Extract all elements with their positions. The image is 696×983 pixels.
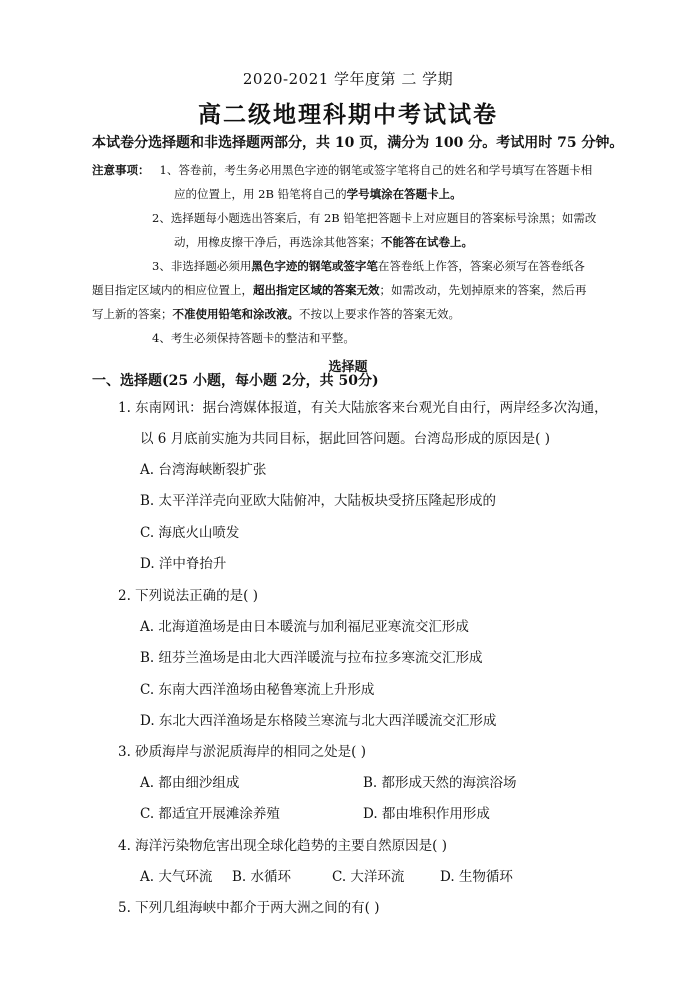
question-2-stem: 2. 下列说法正确的是( ) — [118, 588, 258, 604]
question-3-option-d: D. 都由堆积作用形成 — [363, 806, 490, 822]
note-2-line-2 — [92, 230, 612, 254]
note-2-text-b2: 不能答在试卷上。 — [381, 235, 473, 249]
question-1-option-a: A. 台湾海峡断裂扩张 — [140, 462, 267, 478]
exam-title: 高二级地理科期中考试试卷 — [198, 101, 498, 128]
note-3-line-3 — [92, 302, 612, 326]
note-2-text-b1: 动，用橡皮擦干净后，再选涂其他答案； — [174, 235, 381, 249]
question-2-option-a: A. 北海道渔场是由日本暖流与加利福尼亚寒流交汇形成 — [140, 619, 469, 635]
question-2-option-b: B. 纽芬兰渔场是由北大西洋暖流与拉布拉多寒流交汇形成 — [140, 650, 483, 666]
question-4-option-a: A. 大气环流 — [140, 869, 213, 885]
note-3-text-c1: 写上新的答案； — [92, 307, 173, 321]
part-heading: 一、选择题(25 小题，每小题 2分，共 50分) — [92, 373, 379, 389]
section-label: 选择题 — [328, 360, 368, 375]
note-2-line-1 — [92, 206, 612, 230]
question-1-option-c: C. 海底火山喷发 — [140, 525, 240, 541]
question-1-option-b: B. 太平洋洋壳向亚欧大陆俯冲，大陆板块受挤压隆起形成的 — [140, 493, 497, 509]
question-2-option-c: C. 东南大西洋渔场由秘鲁寒流上升形成 — [140, 682, 375, 698]
note-3-text-a1: 3、非选择题必须用 — [152, 259, 252, 273]
note-3-text-b1: 题目指定区域内的相应位置上， — [92, 283, 253, 297]
question-1-stem-line-2: 以 6 月底前实施为共同目标，据此回答问题。台湾岛形成的原因是( ) — [140, 431, 550, 447]
note-2-text-a: 2、选择题每小题选出答案后，有 2B 铅笔把答题卡上对应题目的答案标号涂黑；如需改 — [152, 211, 597, 225]
notes-block — [92, 158, 612, 350]
notes-label: 注意事项： — [92, 163, 150, 177]
question-3-option-c: C. 都适宜开展滩涂养殖 — [140, 806, 280, 822]
question-3-option-a: A. 都由细沙组成 — [140, 775, 240, 791]
note-3-text-c2: 不准使用铅笔和涂改液。 — [172, 307, 299, 321]
note-3-text-a2: 黑色字迹的钢笔或签字笔 — [251, 259, 378, 273]
note-1-text-a: 1、答卷前，考生务必用黑色字迹的钢笔或签字笔将自己的姓名和学号填写在答题卡相 — [159, 163, 593, 177]
note-4-line-1 — [92, 326, 612, 350]
note-3-text-a3: 在答卷纸上作答，答案必须写在答卷纸各 — [377, 259, 585, 273]
note-1-text-b1: 应的位置上，用 2B 铅笔将自己的 — [174, 187, 347, 201]
question-3-stem: 3. 砂质海岸与淤泥质海岸的相同之处是( ) — [118, 744, 366, 760]
question-4-stem: 4. 海洋污染物危害出现全球化趋势的主要自然原因是( ) — [118, 838, 447, 854]
note-3-text-b3: ；如需改动，先划掉原来的答案，然后再 — [379, 283, 587, 297]
note-1-line-2 — [92, 182, 612, 206]
question-3-option-b: B. 都形成天然的海滨浴场 — [363, 775, 517, 791]
note-3-line-1 — [92, 254, 612, 278]
question-2-option-d: D. 东北大西洋渔场是东格陵兰寒流与北大西洋暖流交汇形成 — [140, 713, 497, 729]
question-4-option-b: B. 水循环 — [232, 869, 292, 885]
note-3-text-c3: 不按以上要求作答的答案无效。 — [299, 307, 460, 321]
exam-term: 2020-2021 学年度第 二 学期 — [242, 70, 454, 88]
note-3-line-2 — [92, 278, 612, 302]
question-1-option-d: D. 洋中脊抬升 — [140, 556, 227, 572]
exam-intro: 本试卷分选择题和非选择题两部分，共 10 页，满分为 100 分。考试用时 75 分钟。 — [92, 135, 624, 151]
note-4-text: 4、考生必须保持答题卡的整洁和平整。 — [152, 331, 355, 345]
note-3-text-b2: 超出指定区域的答案无效 — [253, 283, 380, 297]
question-4-option-c: C. 大洋环流 — [332, 869, 405, 885]
question-4-option-d: D. 生物循环 — [440, 869, 513, 885]
question-5-stem: 5. 下列几组海峡中都介于两大洲之间的有( ) — [118, 900, 380, 916]
question-1-stem: 1. 东南网讯：据台湾媒体报道，有关大陆旅客来台观光自由行，两岸经多次沟通， — [118, 400, 608, 416]
note-1-line-1 — [92, 158, 612, 182]
note-1-text-b2: 学号填涂在答题卡上。 — [346, 187, 462, 201]
